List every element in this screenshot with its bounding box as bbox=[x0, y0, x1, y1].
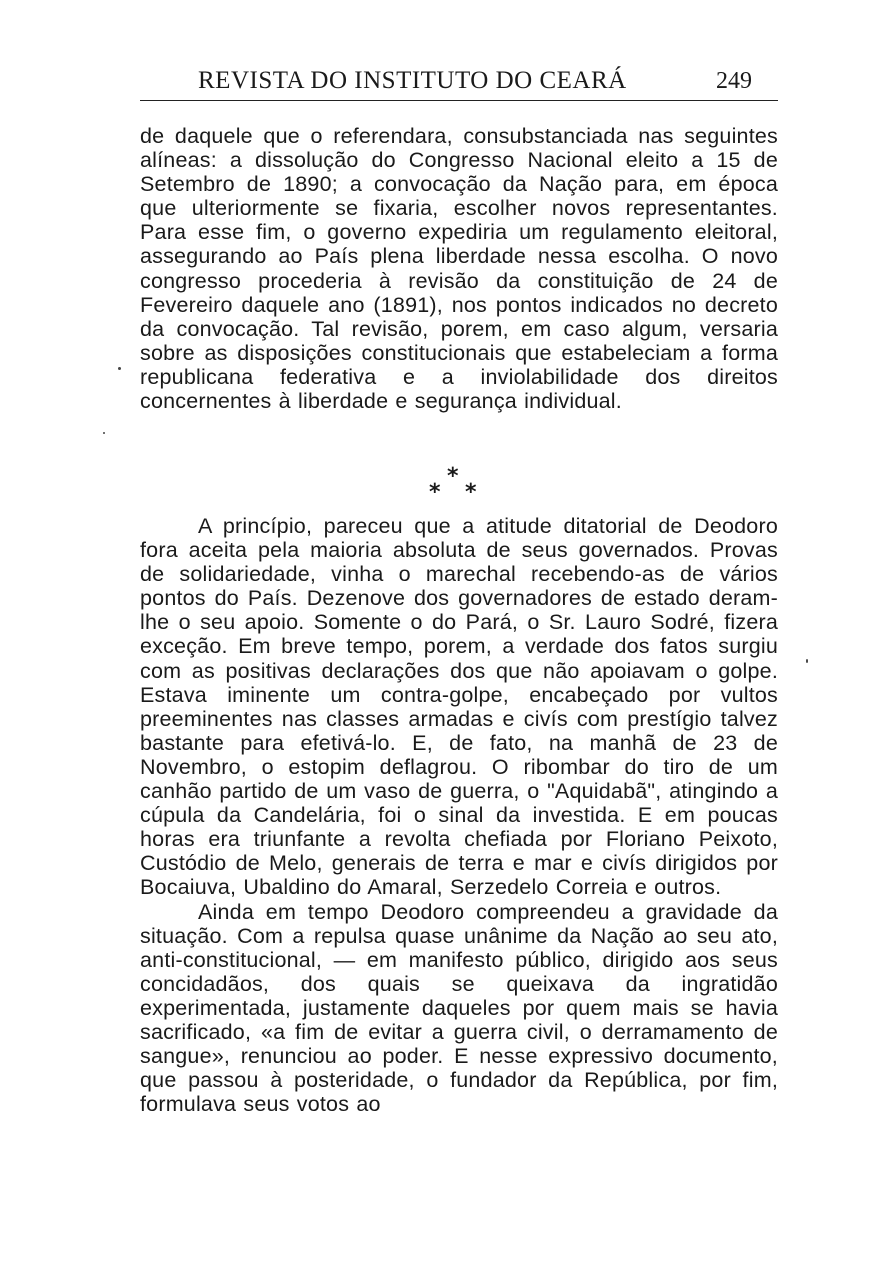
journal-title: REVISTA DO INSTITUTO DO CEARÁ bbox=[198, 67, 627, 94]
running-header bbox=[140, 66, 778, 101]
paragraph-renunciation: Ainda em tempo Deodoro compreendeu a gravidade da situação. Com a repulsa quase unânime da Nação ao seu ato, anti-constitucional, — em manifesto público, dirigido aos seus concidadãos, dos quais se queixava da ingratidão experimentada, justamente daqueles por quem mais se havia sacrificado, «a fim de evitar a guerra civil, o derramamento de sangue», renunciou ao poder. E nesse expressivo documento, que passou à posteridade, o fundador da República, por fim, formulava seus votos ao bbox=[140, 899, 778, 1117]
asterisk-top: * bbox=[447, 464, 459, 489]
page-number: 249 bbox=[716, 68, 752, 94]
asterisk-left: * bbox=[429, 480, 441, 505]
print-speck bbox=[806, 659, 808, 663]
print-speck bbox=[118, 367, 121, 370]
section-divider-asterism bbox=[425, 464, 495, 504]
asterisk-right: * bbox=[465, 480, 477, 505]
print-speck bbox=[103, 432, 105, 434]
paragraph-deodoro-coup: A princípio, pareceu que a atitude ditatorial de Deodoro fora aceita pela maioria absoluta de seus governados. Provas de solidariedade, vinha o marechal recebendo-as de vários pontos do País. Dezenove dos governadores de estado deram-lhe o seu apoio. Somente o do Pará, o Sr. Lauro Sodré, fizera exceção. Em breve tempo, porem, a verdade dos fatos surgiu com as positivas declarações dos que não apoiavam o golpe. Estava iminente um contra-golpe, encabeçado por vultos preeminentes nas classes armadas e civís com prestígio talvez bastante para efetivá-lo. E, de fato, na manhã de 23 de Novembro, o estopim deflagrou. O ribombar do tiro de um canhão partido de um vaso de guerra, o "Aquidabã", atingindo a cúpula da Candelária, foi o sinal da investida. E em poucas horas era triunfante a revolta chefiada por Floriano Peixoto, Custódio de Melo, generais de terra e mar e civís dirigidos por Bocaiuva, Ubaldino do Amaral, Serzedelo Correia e outros. bbox=[140, 514, 778, 900]
text-block-top bbox=[140, 124, 778, 413]
paragraph-continuation: de daquele que o referendara, consubstanciada nas seguintes alíneas: a dissolução do Congresso Nacional eleito a 15 de Setembro de 1890; a convocação da Nação para, em época que ulteriormente se fixaria, escolher novos representantes. Para esse fim, o governo expediria um regulamento eleitoral, assegurando ao País plena liberdade nessa escolha. O novo congresso procederia à revisão da constituição de 24 de Fevereiro daquele ano (1891), nos pontos indicados no decreto da convocação. Tal revisão, porem, em caso algum, versaria sobre as disposições constitucionais que estabeleciam a forma republicana federativa e a inviolabilidade dos direitos concernentes à liberdade e segurança individual. bbox=[140, 124, 778, 414]
text-block-bottom bbox=[140, 514, 778, 1116]
